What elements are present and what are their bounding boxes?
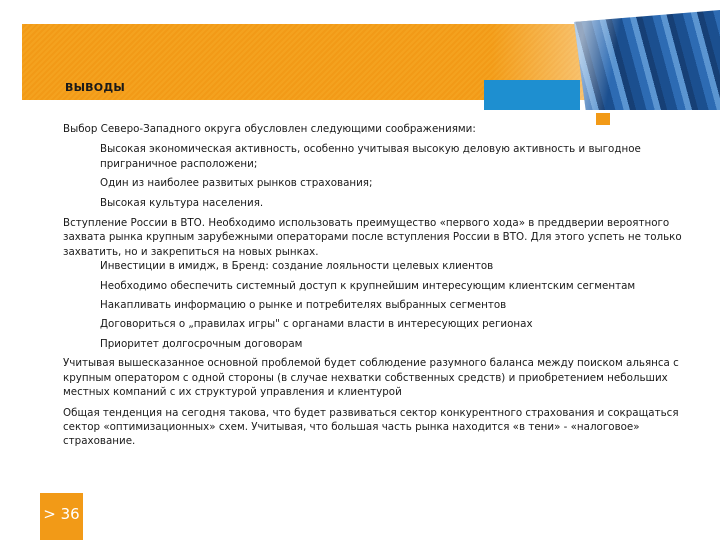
blue-accent-block xyxy=(484,80,580,110)
list-item: Один из наиболее развитых рынков страхования; xyxy=(100,177,373,190)
paragraph-1: Выбор Северо-Западного округа обусловлен следующими соображениями: xyxy=(63,123,476,135)
page-number-badge xyxy=(40,493,83,540)
paragraph-3: Учитывая вышесказанное основной проблемой будет соблюдение разумного баланса между поиском альянса с крупным оператором с одной стороны (в случае нехватки собственных средств) и приобретением небольших местных компаний с их структурой управления и клиентурой xyxy=(63,357,679,399)
list-item: Инвестиции в имидж, в Бренд: создание лояльности целевых клиентов xyxy=(100,260,494,273)
list-item: Высокая экономическая активность, особенно учитывая высокую деловую активность и выгодное приграничное расположени; xyxy=(100,143,641,170)
list-item: Необходимо обеспечить системный доступ к крупнейшим интересующим клиентским сегментам xyxy=(100,279,636,292)
list-item: Договориться о „правилах игры" с органами власти в интересующих регионах xyxy=(100,318,533,331)
page-number: > 36 xyxy=(43,505,80,523)
paragraph-4: Общая тенденция на сегодня такова, что будет развиваться сектор конкурентного страхования и сокращаться сектор «оптимизационных» схем. Учитывая, что большая часть рынка находится «в тени» - «налоговое» страхование. xyxy=(63,406,679,448)
slide-body xyxy=(63,122,683,449)
list-item: Накапливать информацию о рынке и потребителях выбранных сегментов xyxy=(100,299,507,312)
building-image xyxy=(574,10,720,110)
list-item: Приоритет долгосрочным договорам xyxy=(100,337,303,350)
slide-title: ВЫВОДЫ xyxy=(65,81,125,94)
paragraph-2: Вступление России в ВТО. Необходимо использовать преимущество «первого хода» в преддверии вероятного захвата рынка крупным зарубежными операторами после вступления России в ВТО. Для этого успеть не только захватить, но и закрепиться на новых рынках. xyxy=(63,217,682,258)
list-item: Высокая культура населения. xyxy=(100,196,264,209)
